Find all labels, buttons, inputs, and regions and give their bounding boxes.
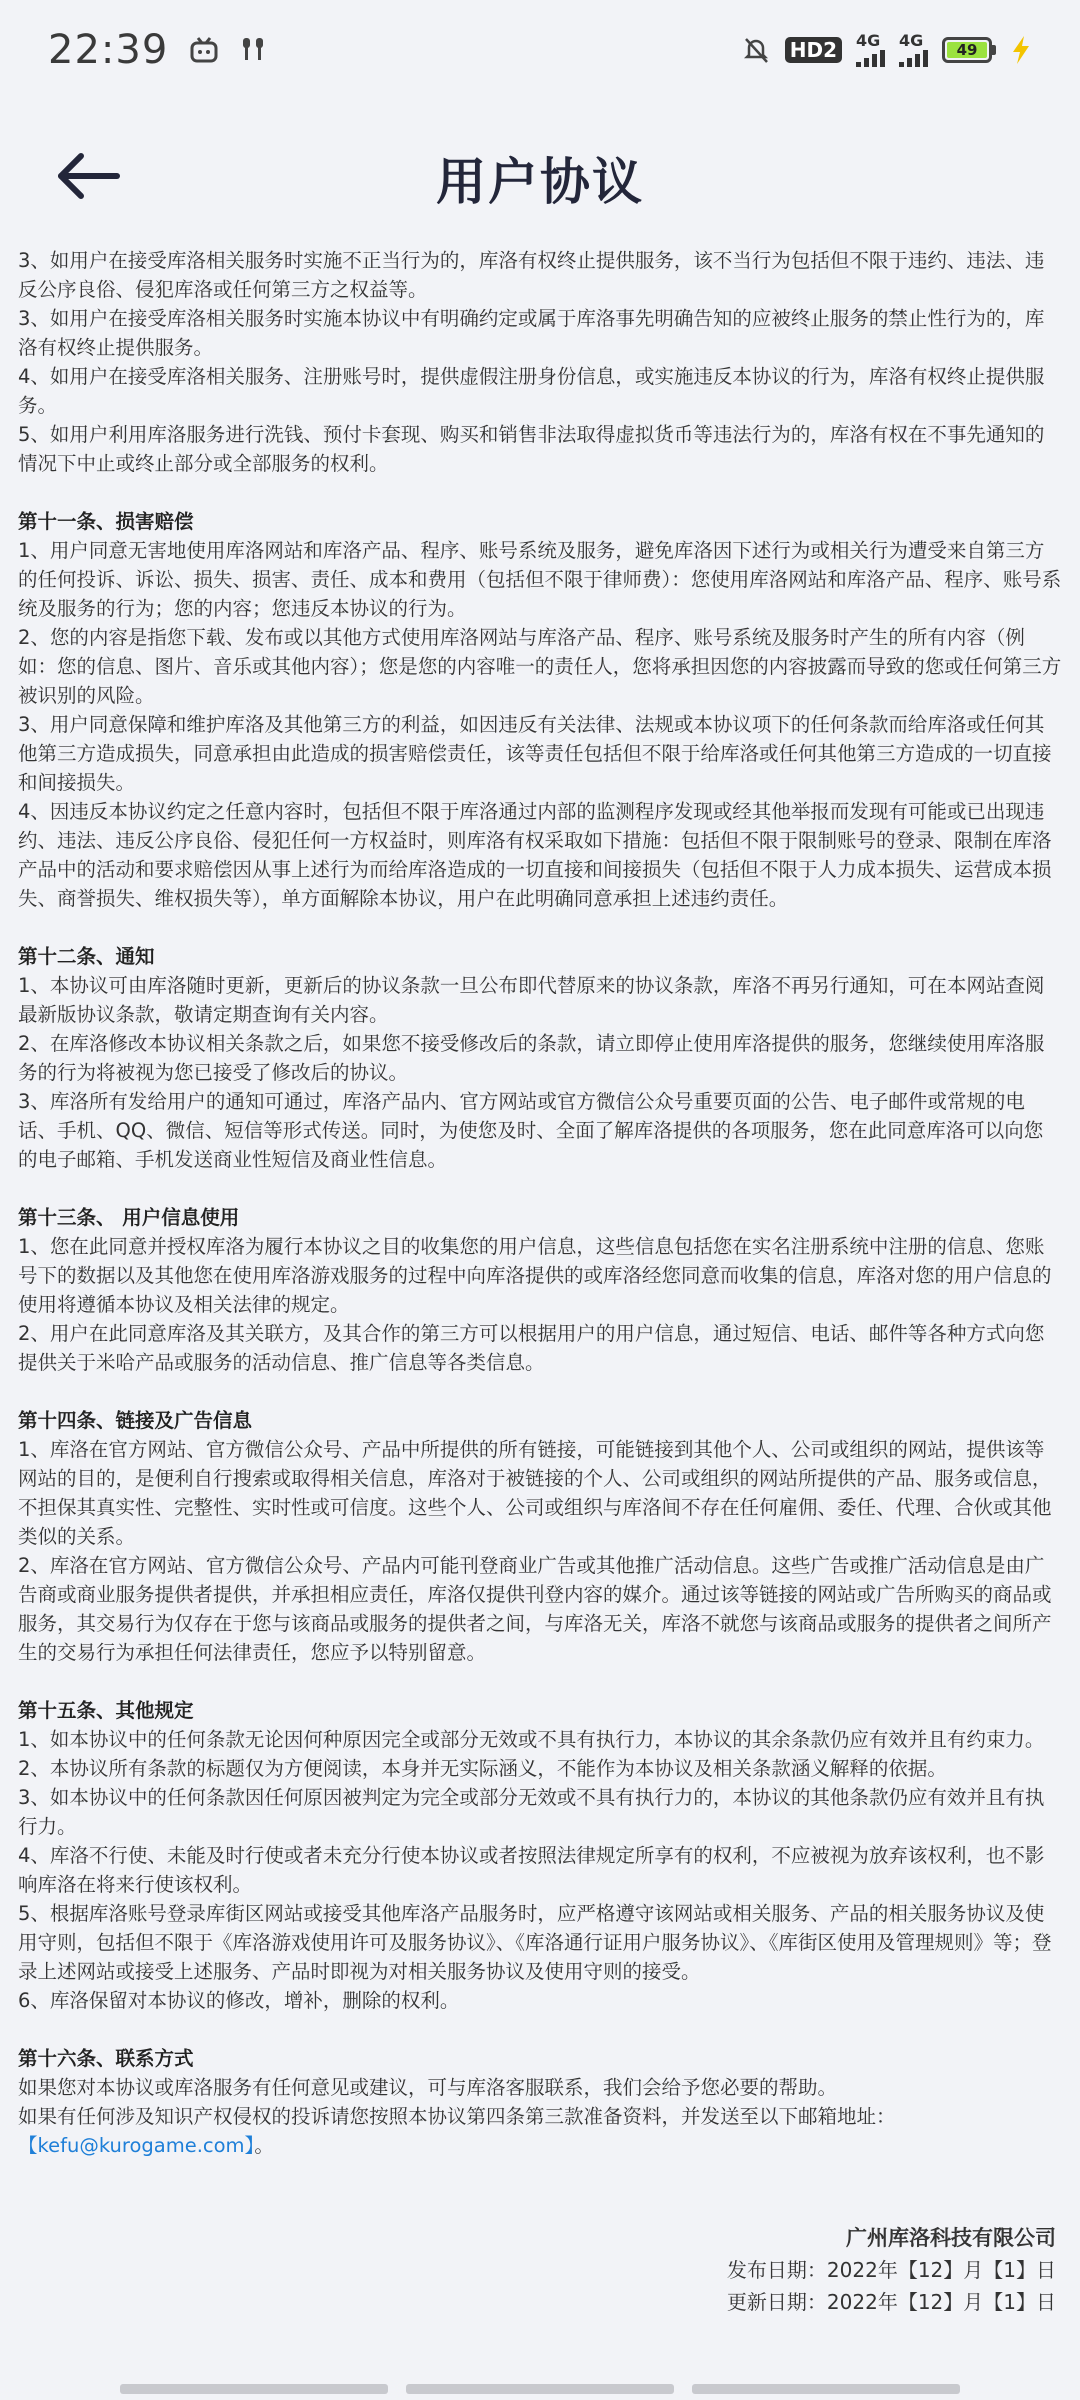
battery-icon: [942, 37, 996, 63]
clause-text: 4、如用户在接受库洛相关服务、注册账号时，提供虚假注册身份信息，或实施违反本协议的行为，库洛有权终止提供服务。: [18, 365, 1045, 417]
clause-text: 3、用户同意保障和维护库洛及其他第三方的利益，如因违反有关法律、法规或本协议项下的任何条款而给库洛或任何其他第三方造成损失，同意承担由此造成的损害赔偿责任，该等责任包括但不限于给库洛或任何其他第三方造成的一切直接和间接损失。: [18, 713, 1052, 794]
clause-text: 1、库洛在官方网站、官方微信公众号、产品中所提供的所有链接，可能链接到其他个人、公司或组织的网站，提供该等网站的目的，是便利自行搜索或取得相关信息，库洛对于被链接的个人、公司或组织的网站所提供的产品、服务或信息，不担保其真实性、完整性、实时性或可信度。这些个人、公司或组织与库洛间不存在任何雇佣、委任、代理、合伙或其他类似的关系。: [18, 1438, 1052, 1548]
mute-bell-icon: [741, 35, 771, 65]
clause-text: 6、库洛保留对本协议的修改，增补，删除的权利。: [18, 1989, 460, 2012]
clause-text: 2、在库洛修改本协议相关条款之后，如果您不接受修改后的条款，请立即停止使用库洛提供的服务，您继续使用库洛服务的行为将被视为您已接受了修改后的协议。: [18, 1032, 1045, 1084]
clause-text: 2、本协议所有条款的标题仅为方便阅读，本身并无实际涵义，不能作为本协议及相关条款涵义解释的依据。: [18, 1757, 947, 1780]
agreement-content[interactable]: [18, 246, 1062, 2346]
signal-1: [856, 33, 885, 67]
bilibili-tv-icon: [190, 37, 218, 63]
email-line: [18, 2131, 1062, 2160]
app-header: [0, 110, 1080, 240]
clause-text: 3、库洛所有发给用户的通知可通过，库洛产品内、官方网站或官方微信公众号重要页面的公告、电子邮件或常规的电话、手机、QQ、微信、短信等形式传送。同时，为使您及时、全面了解库洛提供的各项服务，您在此同意库洛可以向您的电子邮箱、手机发送商业性短信及商业性信息。: [18, 1090, 1044, 1171]
agreement-footer: [18, 2222, 1062, 2318]
clause-text: 3、如本协议中的任何条款因任何原因被判定为完全或部分无效或不具有执行力的，本协议的其他条款仍应有效并且有执行力。: [18, 1786, 1045, 1838]
clause-text: 如果您对本协议或库洛服务有任何意见或建议，可与库洛客服联系，我们会给予您必要的帮助。: [18, 2076, 838, 2099]
clause-text: 5、根据库洛账号登录库街区网站或接受其他库洛产品服务时，应严格遵守该网站或相关服务、产品的相关服务协议及使用守则，包括但不限于《库洛游戏使用许可及服务协议》、《库洛通行证用户服务协议》、《库街区使用及管理规则》等；登录上述网站或接受上述服务、产品时即视为对相关服务协议及使用守则的接受。: [18, 1902, 1052, 1983]
clause-text: 1、用户同意无害地使用库洛网站和库洛产品、程序、账号系统及服务，避免库洛因下述行为或相关行为遭受来自第三方的任何投诉、诉讼、损失、损害、责任、成本和费用（包括但不限于律师费）：您使用库洛网站和库洛产品、程序、账号系统及服务的行为；您的内容；您违反本协议的行为。: [18, 539, 1062, 620]
network-type-label: 4G: [899, 31, 924, 50]
signal-bars-icon: [856, 49, 885, 67]
section-15: [18, 1696, 1062, 2015]
signal-2: [899, 33, 928, 67]
nav-segment: [406, 2384, 674, 2394]
section-title: 第十四条、链接及广告信息: [18, 1409, 253, 1432]
clause-text: 2、库洛在官方网站、官方微信公众号、产品内可能刊登商业广告或其他推广活动信息。这些广告或推广活动信息是由广告商或商业服务提供者提供，并承担相应责任，库洛仅提供刊登内容的媒介。通过该等链接的网站或广告所购买的商品或服务，其交易行为仅存在于您与该商品或服务的提供者之间，与库洛无关，库洛不就您与该商品或服务的提供者之间所产生的交易行为承担任何法律责任，您应予以特别留意。: [18, 1554, 1052, 1664]
status-bar: [0, 0, 1080, 100]
signal-bars-icon: [899, 49, 928, 67]
clause-text: 4、因违反本协议约定之任意内容时，包括但不限于库洛通过内部的监测程序发现或经其他举报而发现有可能或已出现违约、违法、违反公序良俗、侵犯任何一方权益时，则库洛有权采取如下措施：包括但不限于限制账号的登录、限制在库洛产品中的活动和要求赔偿因从事上述行为而给库洛造成的一切直接和间接损失（包括但不限于人力成本损失、运营成本损失、商誉损失、维权损失等），单方面解除本协议，用户在此明确同意承担上述违约责任。: [18, 800, 1052, 910]
update-date: 更新日期：2022年【12】月【1】日: [726, 2290, 1056, 2314]
clock: 22:39: [48, 27, 169, 73]
clause-text: 2、您的内容是指您下载、发布或以其他方式使用库洛网站与库洛产品、程序、账号系统及服务时产生的所有内容（例如：您的信息、图片、音乐或其他内容）；您是您的内容唯一的责任人，您将承担因您的内容披露而导致的您或任何第三方被识别的风险。: [18, 626, 1062, 707]
section-12: [18, 942, 1062, 1174]
section-title: 第十一条、损害赔偿: [18, 510, 194, 533]
section-title: 第十三条、 用户信息使用: [18, 1206, 240, 1229]
section-14: [18, 1406, 1062, 1667]
company-name: 广州库洛科技有限公司: [846, 2226, 1056, 2250]
section-title: 第十五条、其他规定: [18, 1699, 194, 1722]
clause-text: 如果有任何涉及知识产权侵权的投诉请您按照本协议第四条第三款准备资料，并发送至以下邮箱地址：: [18, 2105, 896, 2128]
clause-text: 2、用户在此同意库洛及其关联方，及其合作的第三方可以根据用户的用户信息，通过短信、电话、邮件等各种方式向您提供关于米哈产品或服务的活动信息、推广信息等各类信息。: [18, 1322, 1045, 1374]
section-16-contact: [18, 2044, 1062, 2160]
earbuds-icon: [240, 36, 266, 64]
network-type-label: 4G: [856, 31, 881, 50]
nav-segment: [692, 2384, 960, 2394]
clause-text: 3、如用户在接受库洛相关服务时实施本协议中有明确约定或属于库洛事先明确告知的应被终止服务的禁止性行为的，库洛有权终止提供服务。: [18, 307, 1045, 359]
page-title: 用户协议: [436, 153, 644, 211]
section-13: [18, 1203, 1062, 1377]
battery-level: 49: [947, 42, 987, 58]
email-suffix: 。: [254, 2134, 274, 2157]
section-11: [18, 507, 1062, 913]
gesture-nav-bar[interactable]: [120, 2384, 960, 2394]
nav-segment: [120, 2384, 388, 2394]
section-title: 第十六条、联系方式: [18, 2047, 194, 2070]
publish-date: 发布日期：2022年【12】月【1】日: [726, 2258, 1056, 2282]
clause-text: 3、如用户在接受库洛相关服务时实施不正当行为的，库洛有权终止提供服务，该不当行为包括但不限于违约、违法、违反公序良俗、侵犯库洛或任何第三方之权益等。: [18, 249, 1045, 301]
hd-badge: HD2: [785, 37, 842, 63]
clause-text: 1、本协议可由库洛随时更新，更新后的协议条款一旦公布即代替原来的协议条款，库洛不再另行通知，可在本网站查阅最新版协议条款，敬请定期查询有关内容。: [18, 974, 1045, 1026]
clause-text: 4、库洛不行使、未能及时行使或者未充分行使本协议或者按照法律规定所享有的权利，不应被视为放弃该权利，也不影响库洛在将来行使该权利。: [18, 1844, 1045, 1896]
support-email-link[interactable]: 【kefu@kurogame.com】: [18, 2134, 255, 2157]
intro-section: [18, 246, 1062, 478]
section-title: 第十二条、通知: [18, 945, 155, 968]
clause-text: 5、如用户利用库洛服务进行洗钱、预付卡套现、购买和销售非法取得虚拟货币等违法行为的，库洛有权在不事先通知的情况下中止或终止部分或全部服务的权利。: [18, 423, 1045, 475]
clause-text: 1、您在此同意并授权库洛为履行本协议之目的收集您的用户信息，这些信息包括您在实名注册系统中注册的信息、您账号下的数据以及其他您在使用库洛游戏服务的过程中向库洛提供的或库洛经您同意而收集的信息，库洛对您的用户信息的使用将遵循本协议及相关法律的规定。: [18, 1235, 1052, 1316]
clause-text: 1、如本协议中的任何条款无论因何种原因完全或部分无效或不具有执行力，本协议的其余条款仍应有效并且有约束力。: [18, 1728, 1045, 1751]
charging-bolt-icon: [1010, 35, 1032, 65]
